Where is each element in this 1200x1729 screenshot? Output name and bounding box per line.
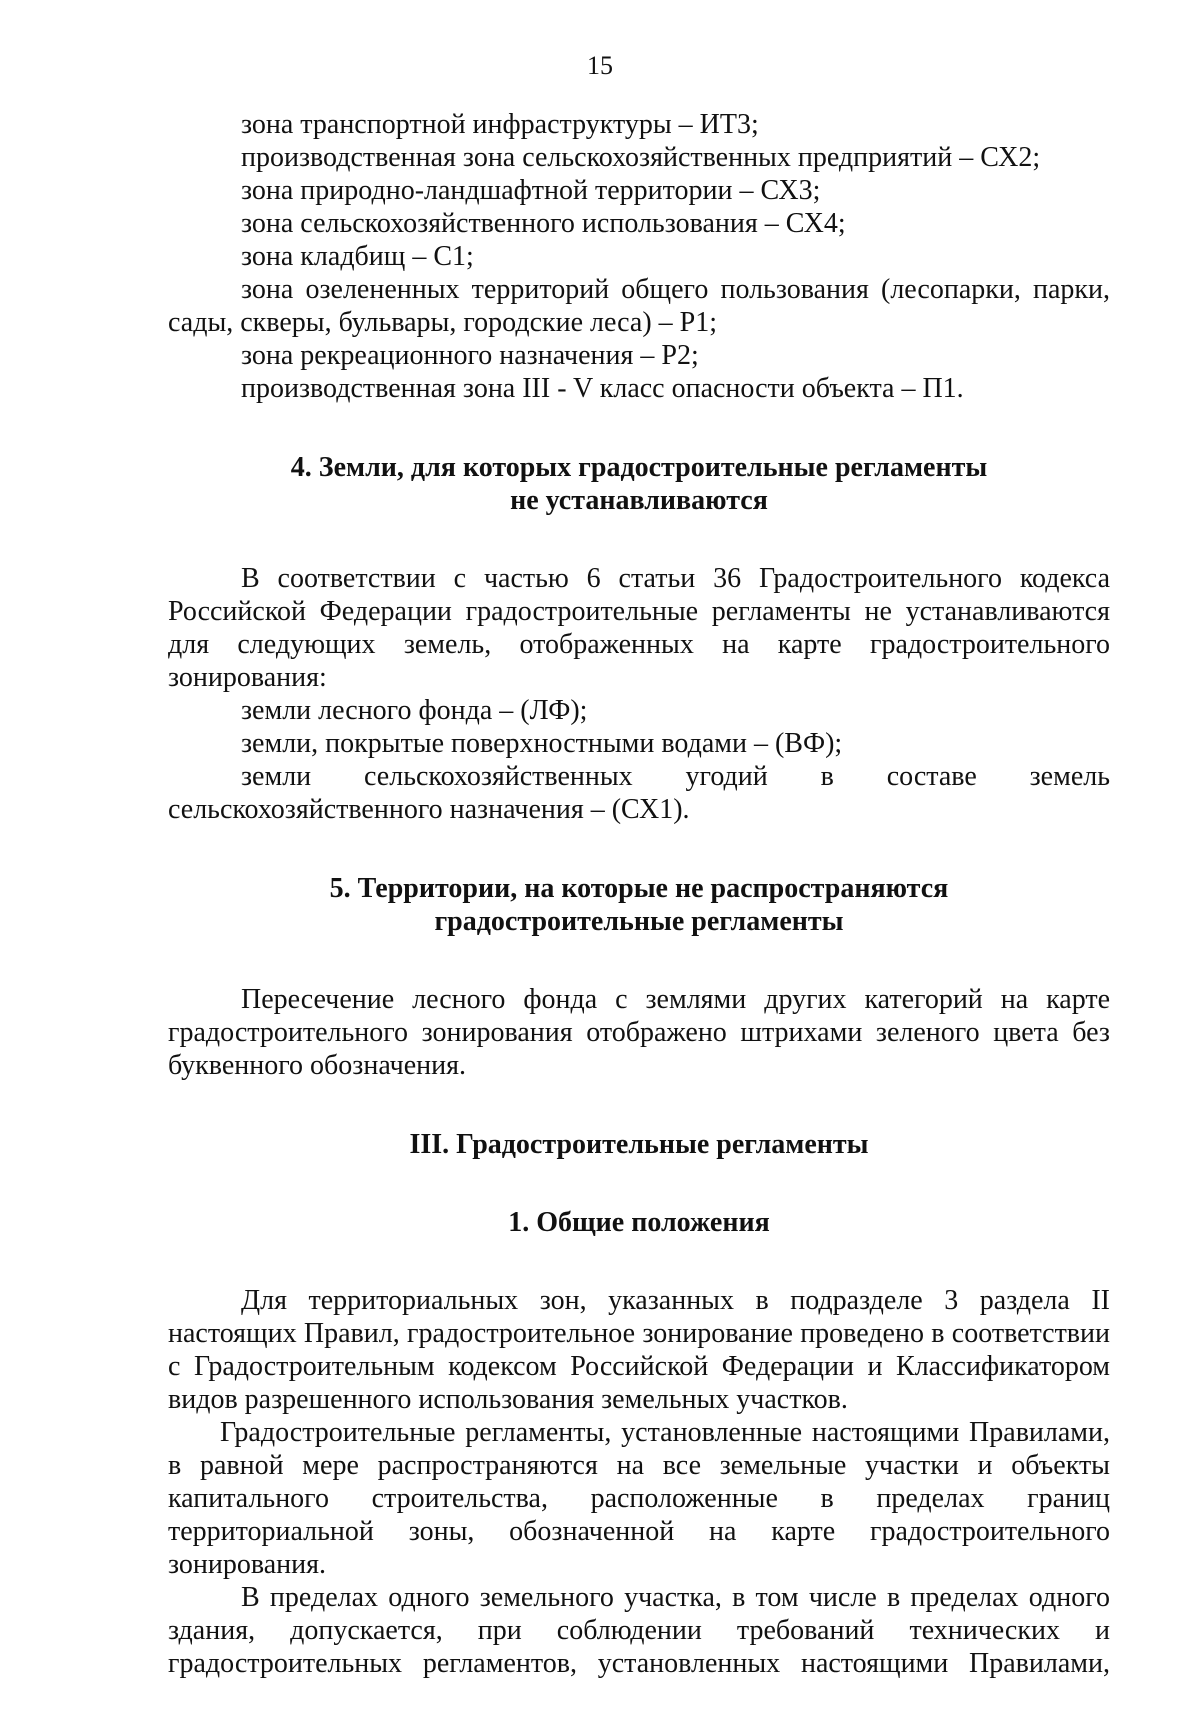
zone-list [168, 108, 1110, 405]
section-4-heading-line2: не устанавливаются [510, 485, 768, 516]
zone-item: производственная зона III - V класс опасности объекта – П1. [241, 373, 964, 404]
part-3-paragraph: В пределах одного земельного участка, в том числе в пределах одного здания, допускается, при соблюдении требований технических и градостроительных регламентов, установленных настоящими Правилами, [168, 1582, 1110, 1679]
section-4-item: земли, покрытые поверхностными водами – (ВФ); [241, 728, 843, 759]
section-5-text: Пересечение лесного фонда с землями других категорий на карте градостроительного зонирования отображено штрихами зеленого цвета без буквенного обозначения. [168, 984, 1110, 1081]
zone-item: зона рекреационного назначения – Р2; [241, 340, 699, 371]
part-3-subheading: 1. Общие положения [508, 1207, 770, 1238]
zone-item: зона транспортной инфраструктуры – ИТ3; [241, 109, 759, 140]
part-3-heading: III. Градостроительные регламенты [409, 1129, 869, 1160]
page-content [168, 108, 1110, 1680]
section-4 [168, 451, 1110, 826]
section-4-intro: В соответствии с частью 6 статьи 36 Градостроительного кодекса Российской Федерации градостроительные регламенты не устанавливаются для следующих земель, отображенных на карте градостроительного зонирования: [168, 563, 1110, 693]
zone-item: зона природно-ландшафтной территории – СХ3; [241, 175, 821, 206]
part-3-paragraph: Градостроительные регламенты, установленные настоящими Правилами, в равной мере распространяются на все земельные участки и объекты капитального строительства, расположенные в пределах границ территориальной зоны, обозначенной на карте градостроительного зонирования. [168, 1417, 1110, 1580]
section-5-heading-line1: 5. Территории, на которые не распространяются [329, 873, 949, 904]
section-4-heading-line1: 4. Земли, для которых градостроительные регламенты [290, 452, 988, 483]
section-4-item: земли сельскохозяйственных угодий в составе земель сельскохозяйственного назначения – (СХ1). [168, 761, 1110, 825]
zone-item: зона озелененных территорий общего пользования (лесопарки, парки, сады, скверы, бульвары, городские леса) – Р1; [168, 274, 1110, 338]
section-4-item: земли лесного фонда – (ЛФ); [241, 695, 588, 726]
zone-item: зона сельскохозяйственного использования – СХ4; [241, 208, 846, 239]
section-5 [168, 872, 1110, 1082]
part-3-paragraph: Для территориальных зон, указанных в подразделе 3 раздела II настоящих Правил, градостроительное зонирование проведено в соответствии с Градостроительным кодексом Российской Федерации и Классификатором видов разрешенного использования земельных участков. [168, 1285, 1110, 1415]
part-3 [168, 1128, 1110, 1680]
zone-item: зона кладбищ – С1; [241, 241, 474, 272]
zone-item: производственная зона сельскохозяйственных предприятий – СХ2; [241, 142, 1041, 173]
section-5-heading-line2: градостроительные регламенты [434, 906, 844, 937]
page-number: 15 [587, 51, 613, 80]
